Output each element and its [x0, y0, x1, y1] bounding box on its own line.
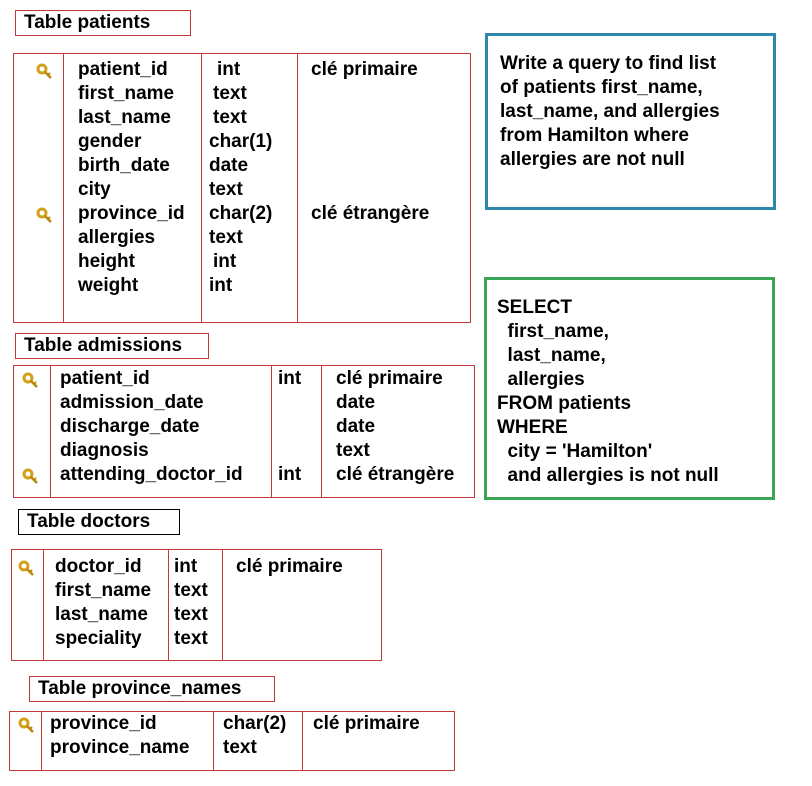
column-note: date: [336, 416, 376, 437]
column-name: discharge_date: [60, 416, 200, 437]
key-icon: [18, 716, 36, 734]
column-name: doctor_id: [55, 556, 142, 577]
question-line: of patients first_name,: [500, 77, 703, 98]
column-note: date: [336, 392, 376, 413]
column-type: text: [213, 83, 247, 104]
column-note: clé primaire: [313, 713, 420, 734]
question-line: allergies are not null: [500, 149, 685, 170]
patients-table-title: Table patients: [15, 10, 191, 36]
sql-line: allergies: [497, 369, 585, 390]
column-type: int: [174, 556, 198, 577]
column-note: clé primaire: [236, 556, 343, 577]
column-note: clé primaire: [336, 368, 443, 389]
column-type: text: [174, 604, 208, 625]
column-type: int: [217, 59, 241, 80]
question-line: Write a query to find list: [500, 53, 717, 74]
column-type: int: [278, 464, 302, 485]
admissions-table-title: Table admissions: [15, 333, 209, 359]
column-name: province_id: [50, 713, 157, 734]
sql-line: SELECT: [497, 297, 572, 318]
column-name: last_name: [78, 107, 171, 128]
column-type: int: [209, 275, 233, 296]
key-icon: [22, 467, 40, 485]
column-type: char(1): [209, 131, 273, 152]
sql-line: and allergies is not null: [497, 465, 719, 486]
doctors-table-title: Table doctors: [18, 509, 180, 535]
province-names-table: [9, 711, 455, 771]
key-icon: [36, 62, 54, 80]
sql-answer-box: [484, 277, 775, 500]
column-type: int: [278, 368, 302, 389]
column-type: text: [174, 580, 208, 601]
patients-table: [13, 53, 471, 323]
column-name: province_name: [50, 737, 190, 758]
key-icon: [22, 371, 40, 389]
column-note: text: [336, 440, 370, 461]
question-line: last_name, and allergies: [500, 101, 720, 122]
column-name: city: [78, 179, 111, 200]
column-name: gender: [78, 131, 142, 152]
column-type: char(2): [209, 203, 273, 224]
sql-line: WHERE: [497, 417, 568, 438]
admissions-table: [13, 365, 475, 498]
column-type: text: [209, 179, 243, 200]
column-note: clé primaire: [311, 59, 418, 80]
column-name: weight: [78, 275, 139, 296]
sql-line: FROM patients: [497, 393, 632, 414]
column-note: clé étrangère: [311, 203, 430, 224]
column-name: diagnosis: [60, 440, 149, 461]
question-box: [485, 33, 776, 210]
column-type: text: [213, 107, 247, 128]
column-name: admission_date: [60, 392, 204, 413]
column-name: birth_date: [78, 155, 170, 176]
column-type: text: [174, 628, 208, 649]
key-icon: [36, 206, 54, 224]
sql-line: city = 'Hamilton': [497, 441, 653, 462]
doctors-table: [11, 549, 382, 661]
column-name: speciality: [55, 628, 142, 649]
column-type: date: [209, 155, 249, 176]
column-name: patient_id: [60, 368, 150, 389]
column-name: last_name: [55, 604, 148, 625]
key-icon: [18, 559, 36, 577]
question-line: from Hamilton where: [500, 125, 689, 146]
sql-line: last_name,: [497, 345, 606, 366]
column-name: first_name: [78, 83, 175, 104]
column-type: text: [223, 737, 257, 758]
column-name: patient_id: [78, 59, 168, 80]
column-type: text: [209, 227, 243, 248]
sql-line: first_name,: [497, 321, 609, 342]
column-type: int: [213, 251, 237, 272]
column-name: attending_doctor_id: [60, 464, 243, 485]
column-name: province_id: [78, 203, 185, 224]
column-name: allergies: [78, 227, 156, 248]
column-type: char(2): [223, 713, 287, 734]
column-name: first_name: [55, 580, 152, 601]
column-name: height: [78, 251, 135, 272]
province-names-table-title: Table province_names: [29, 676, 275, 702]
column-note: clé étrangère: [336, 464, 455, 485]
